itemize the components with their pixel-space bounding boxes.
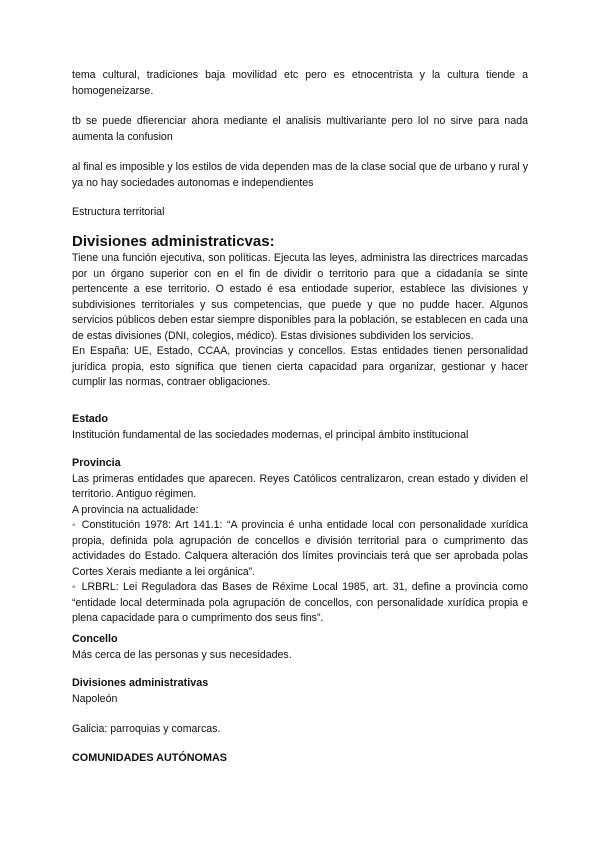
paragraph-text: Estructura territorial: [72, 206, 165, 218]
paragraph-cultural: [72, 68, 528, 99]
section-heading: COMUNIDADES AUTÓNOMAS: [72, 752, 227, 764]
paragraph-multivariante: [72, 114, 528, 145]
paragraph-text: al final es imposible y los estilos de vida dependen mas de la clase social que de urbano y rural y ya no hay sociedades autonomas e independientes: [72, 161, 528, 189]
section-estado: [72, 412, 528, 443]
section-body: En España: UE, Estado, CCAA, provincias y concellos. Estas entidades tienen personalidad jurídica propia, esto significa que tienen cierta capacidad para organizar, gestionar y hacer cumplir las normas, contraer obligaciones.: [72, 345, 528, 388]
paragraph-estructura-territorial: [72, 205, 528, 221]
section-divisiones: [72, 233, 528, 391]
paragraph-text: tb se puede dfierenciar ahora mediante el analisis multivariante pero lol no sirve para nada aumenta la confusion: [72, 115, 528, 143]
paragraph-estilos-vida: [72, 160, 528, 191]
section-title: Divisiones administraticvas:: [72, 233, 275, 250]
section-heading: Divisiones administrativas: [72, 677, 209, 689]
section-heading: Provincia: [72, 457, 121, 469]
section-body: Las primeras entidades que aparecen. Reyes Católicos centralizaron, crean estado y dividen el territorio. Antiguo régimen.: [72, 472, 528, 500]
paragraph-text: tema cultural, tradiciones baja movilidad etc pero es etnocentrista y la cultura tiende a homogeneizarse.: [72, 69, 528, 97]
section-divisiones-administrativas: [72, 676, 528, 738]
section-body: A provincia na actualidade:: [72, 503, 199, 516]
section-heading: Estado: [72, 413, 108, 425]
section-body: Napoleón: [72, 692, 118, 705]
section-body: Galicia: parroquias y comarcas.: [72, 723, 221, 735]
section-concello: [72, 632, 528, 663]
section-heading: Concello: [72, 633, 118, 645]
section-body: Más cerca de las personas y sus necesidades.: [72, 648, 292, 661]
section-body: Institución fundamental de las sociedades modernas, el principal ámbito institucional: [72, 428, 469, 441]
list-item: ◦ LRBRL: Lei Reguladora das Bases de Réxime Local 1985, art. 31, define a provincia como “entidade local determinada pola agrupación de concellos, con personalidade xurídica propia e plena capacidade para o cumprimento dos seus fins”.: [72, 581, 528, 624]
section-comunidades: [72, 751, 528, 767]
list-item: ◦ Constitución 1978: Art 141.1: “A provincia é unha entidade local con personalidade xurídica propia, definida pola agrupación de concellos e división territorial para o cumprimento das actividades do Estado. Calquera alteración dos límites provinciais terá que ser aprobada polas Cortes Xerais mediante a lei orgánica”.: [72, 519, 528, 578]
section-provincia: [72, 456, 528, 627]
section-body: Tiene una función ejecutiva, son políticas. Ejecuta las leyes, administra las directrices marcadas por un órgano superior con en el fin de dividir o territorio para que a cidadanía se sinte pertencente a ese territorio. O estado é esa entiodade superior, establece las divisiones y subdivisiones territoriales y sus competencias, que puede y que no pudde hacer. Algunos servicios públicos deben estar siempre disponibles para la población, se establecen en cada una de estas divisiones (DNI, colegios, médico). Estas divisiones subdividen los servicios.: [72, 252, 528, 342]
